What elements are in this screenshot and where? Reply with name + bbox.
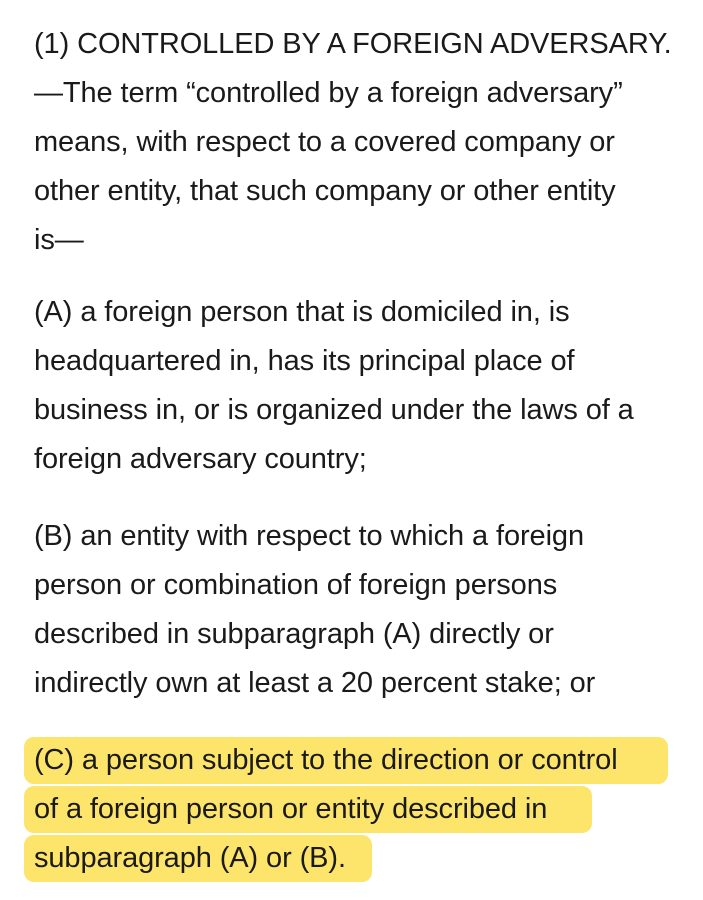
- clause-c-line-1: (C) a person subject to the direction or control: [34, 744, 618, 776]
- clause-a-line-2: headquartered in, has its principal place of: [34, 345, 575, 377]
- definition-line-4: other entity, that such company or other entity: [34, 175, 616, 207]
- definition-line-3: means, with respect to a covered company or: [34, 126, 615, 158]
- clause-a-line-4: foreign adversary country;: [34, 443, 367, 475]
- definition-line-2: —The term “controlled by a foreign adversary”: [34, 77, 623, 109]
- clause-c-line-2: of a foreign person or entity described in: [34, 793, 548, 825]
- clause-b-line-2: person or combination of foreign persons: [34, 569, 558, 601]
- clause-b-line-4: indirectly own at least a 20 percent stake; or: [34, 667, 596, 699]
- clause-c-line-3: subparagraph (A) or (B).: [34, 842, 346, 874]
- definition-line-1: (1) CONTROLLED BY A FOREIGN ADVERSARY.: [34, 28, 672, 60]
- clause-b-line-1: (B) an entity with respect to which a foreign: [34, 520, 584, 552]
- clause-b-line-3: described in subparagraph (A) directly or: [34, 618, 554, 650]
- clause-a-line-3: business in, or is organized under the laws of a: [34, 394, 634, 426]
- clause-a-line-1: (A) a foreign person that is domiciled in, is: [34, 296, 570, 328]
- definition-line-5: is—: [34, 224, 84, 256]
